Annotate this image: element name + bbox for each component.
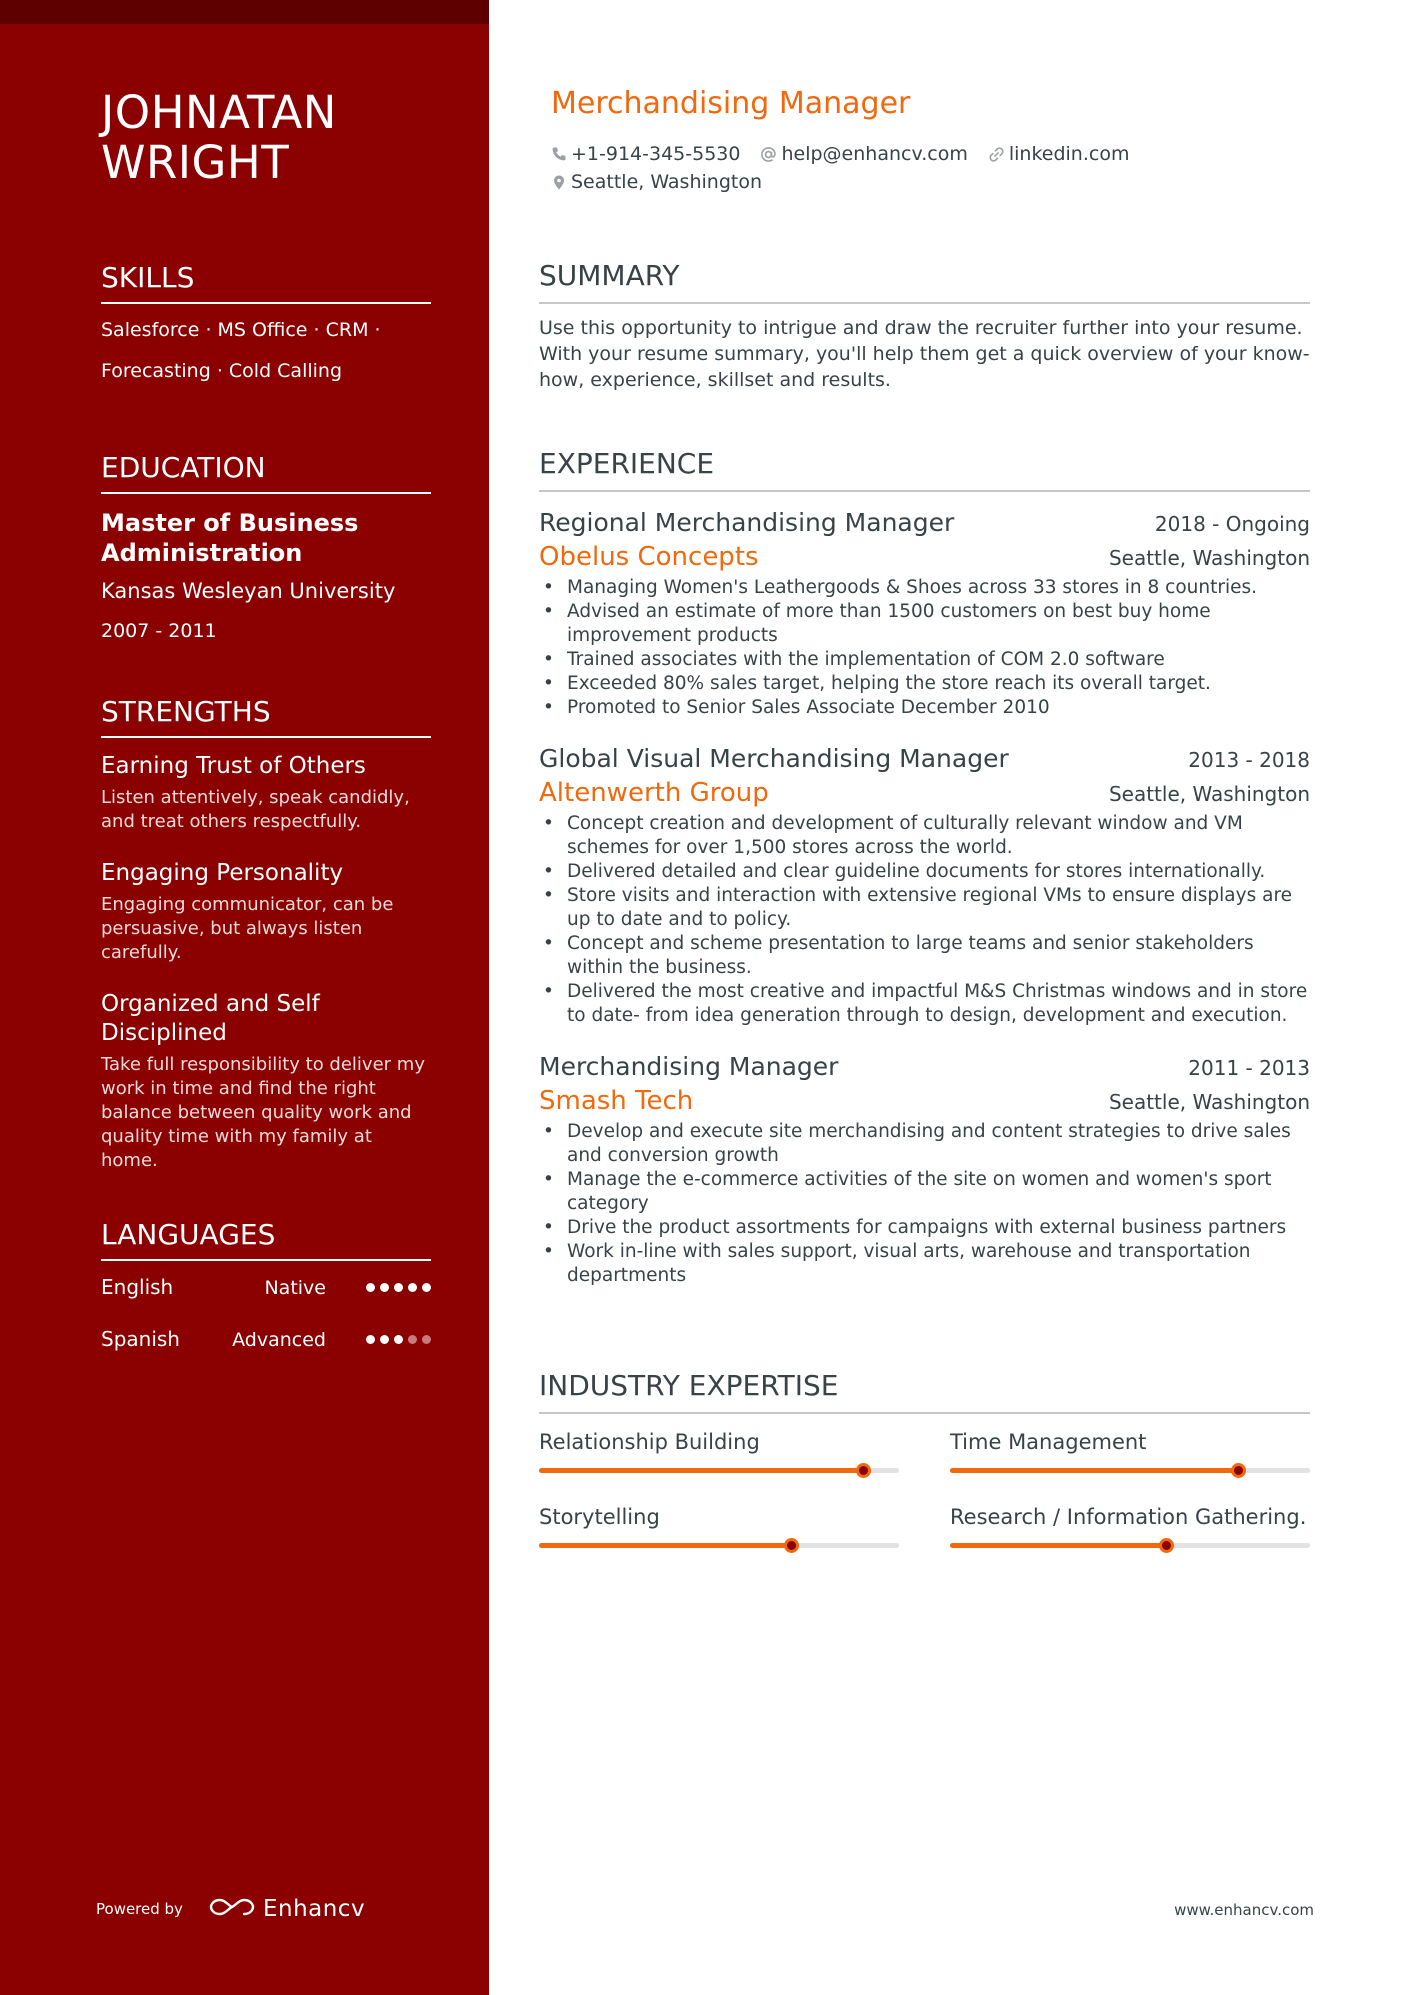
email-text: help@enhancv.com	[781, 143, 968, 165]
contact-location	[551, 168, 762, 196]
phone-text: +1-914-345-5530	[571, 143, 741, 165]
contact-linkedin[interactable]	[988, 140, 1130, 168]
experience-item	[539, 1050, 1310, 1288]
job-bullet: • Drive the product assortments for campaigns with external business partners	[539, 1216, 1310, 1240]
dot-filled	[380, 1283, 389, 1292]
language-proficiency-dots	[366, 1283, 431, 1292]
dot-filled	[422, 1283, 431, 1292]
job-bullet: • Trained associates with the implementation of COM 2.0 software	[539, 648, 1310, 672]
language-name: English	[101, 1275, 174, 1299]
job-location: Seattle, Washington	[1108, 782, 1310, 806]
job-bullets	[539, 812, 1310, 1028]
expertise-bar	[950, 1543, 1310, 1548]
skills-line-2: Forecasting · Cold Calling	[101, 360, 343, 382]
expertise-label: Time Management	[950, 1430, 1147, 1454]
summary-section	[539, 258, 1310, 393]
industry-expertise-section	[539, 1368, 1310, 1548]
language-name: Spanish	[101, 1327, 180, 1351]
candidate-name: JOHNATAN WRIGHT	[101, 86, 337, 189]
expertise-bar-fill	[950, 1543, 1166, 1548]
job-title: Merchandising Manager	[551, 86, 911, 121]
skills-heading: SKILLS	[101, 260, 431, 304]
job-company: Altenwerth Group	[539, 778, 769, 808]
powered-by-label: Powered by	[96, 1900, 183, 1918]
language-proficiency-dots	[366, 1335, 431, 1344]
expertise-bar-fill	[950, 1468, 1238, 1473]
job-dates: 2013 - 2018	[1188, 748, 1310, 772]
job-location: Seattle, Washington	[1108, 546, 1310, 570]
strengths-heading: STRENGTHS	[101, 694, 431, 738]
job-company: Smash Tech	[539, 1086, 694, 1116]
strength-description: Take full responsibility to deliver my work in time and find the right balance between quality work and quality time with my family at home.	[101, 1054, 425, 1171]
strength-title: Engaging Personality	[101, 860, 344, 886]
experience-item	[539, 742, 1310, 1028]
location-pin-icon	[551, 174, 567, 191]
at-icon	[760, 146, 777, 163]
contact-info	[551, 140, 1129, 196]
job-bullet: • Concept and scheme presentation to large teams and senior stakeholders within the business.	[539, 932, 1310, 980]
language-row	[101, 1313, 431, 1365]
expertise-bar-fill	[539, 1468, 863, 1473]
dot-filled	[380, 1335, 389, 1344]
expertise-bar-knob	[1159, 1538, 1174, 1553]
expertise-item	[950, 1426, 1310, 1473]
expertise-label: Storytelling	[539, 1505, 660, 1529]
job-role: Global Visual Merchandising Manager	[539, 744, 1009, 773]
education-school: Kansas Wesleyan University	[101, 579, 396, 603]
job-company: Obelus Concepts	[539, 542, 759, 572]
contact-phone[interactable]	[551, 140, 740, 168]
powered-by	[96, 1896, 365, 1922]
strength-title: Earning Trust of Others	[101, 753, 366, 779]
expertise-label: Research / Information Gathering.	[950, 1505, 1307, 1529]
footer-url[interactable]: www.enhancv.com	[1174, 1901, 1314, 1919]
expertise-bar	[539, 1543, 899, 1548]
summary-text: Use this opportunity to intrigue and draw the recruiter further into your resume. With your resume summary, you'll help them get a quick overview of your know-how, experience, skillset and results.	[539, 317, 1310, 391]
sidebar-top-band	[0, 0, 489, 24]
dot-filled	[366, 1335, 375, 1344]
location-text: Seattle, Washington	[571, 171, 762, 193]
linkedin-text: linkedin.com	[1008, 143, 1130, 165]
job-bullet: • Delivered detailed and clear guideline documents for stores internationally.	[539, 860, 1310, 884]
language-level: Advanced	[232, 1329, 326, 1351]
job-bullet: • Exceeded 80% sales target, helping the store reach its overall target.	[539, 672, 1310, 696]
main-content	[539, 0, 1310, 1995]
summary-heading: SUMMARY	[539, 258, 1310, 304]
strength-description: Listen attentively, speak candidly, and treat others respectfully.	[101, 787, 410, 832]
expertise-heading: INDUSTRY EXPERTISE	[539, 1368, 1310, 1414]
dot-filled	[394, 1335, 403, 1344]
job-bullet: • Promoted to Senior Sales Associate December 2010	[539, 696, 1310, 720]
dot-empty	[422, 1335, 431, 1344]
job-bullets	[539, 576, 1310, 720]
dot-filled	[394, 1283, 403, 1292]
experience-section	[539, 446, 1310, 1288]
job-bullet: • Manage the e-commerce activities of the site on women and women's sport category	[539, 1168, 1310, 1216]
job-dates: 2011 - 2013	[1188, 1056, 1310, 1080]
expertise-bar-knob	[784, 1538, 799, 1553]
strengths-section	[101, 694, 431, 1173]
education-heading: EDUCATION	[101, 450, 431, 494]
education-section	[101, 450, 431, 644]
phone-icon	[551, 146, 567, 162]
expertise-label: Relationship Building	[539, 1430, 760, 1454]
language-row	[101, 1261, 431, 1313]
job-dates: 2018 - Ongoing	[1154, 512, 1310, 536]
contact-email[interactable]	[760, 140, 967, 168]
expertise-item	[950, 1501, 1310, 1548]
enhancv-logo-text: Enhancv	[262, 1896, 366, 1922]
expertise-item	[539, 1426, 899, 1473]
education-dates: 2007 - 2011	[101, 620, 217, 642]
language-level: Native	[264, 1277, 326, 1299]
dot-empty	[408, 1335, 417, 1344]
expertise-bar-fill	[539, 1543, 791, 1548]
sidebar	[0, 0, 489, 1995]
link-icon	[988, 146, 1005, 163]
expertise-bar	[539, 1468, 899, 1473]
job-bullet: • Delivered the most creative and impactful M&S Christmas windows and in store to date- from idea generation through to design, development and execution.	[539, 980, 1310, 1028]
job-bullets	[539, 1120, 1310, 1288]
strength-description: Engaging communicator, can be persuasive, but always listen carefully.	[101, 894, 394, 963]
expertise-item	[539, 1501, 899, 1548]
enhancv-logo-icon	[209, 1896, 255, 1922]
languages-heading: LANGUAGES	[101, 1217, 431, 1261]
job-bullet: • Develop and execute site merchandising and content strategies to drive sales and conversion growth	[539, 1120, 1310, 1168]
strength-item	[101, 859, 431, 965]
dot-filled	[408, 1283, 417, 1292]
education-degree: Master of Business Administration	[101, 509, 359, 567]
skills-line-1: Salesforce · MS Office · CRM ·	[101, 319, 381, 341]
experience-heading: EXPERIENCE	[539, 446, 1310, 492]
expertise-bar-knob	[1231, 1463, 1246, 1478]
job-bullet: • Concept creation and development of culturally relevant window and VM schemes for over 1,500 stores across the world.	[539, 812, 1310, 860]
experience-item	[539, 506, 1310, 720]
job-bullet: • Work in-line with sales support, visual arts, warehouse and transportation departments	[539, 1240, 1310, 1288]
job-role: Merchandising Manager	[539, 1052, 839, 1081]
skills-section	[101, 260, 431, 392]
expertise-bar-knob	[856, 1463, 871, 1478]
strength-item	[101, 990, 431, 1173]
skills-list	[101, 310, 431, 392]
expertise-bar	[950, 1468, 1310, 1473]
dot-filled	[366, 1283, 375, 1292]
strength-item	[101, 752, 431, 834]
job-role: Regional Merchandising Manager	[539, 508, 955, 537]
job-location: Seattle, Washington	[1108, 1090, 1310, 1114]
job-bullet: • Managing Women's Leathergoods & Shoes across 33 stores in 8 countries.	[539, 576, 1310, 600]
job-bullet: • Store visits and interaction with extensive regional VMs to ensure displays are up to date and to policy.	[539, 884, 1310, 932]
job-bullet: • Advised an estimate of more than 1500 customers on best buy home improvement products	[539, 600, 1310, 648]
languages-section	[101, 1217, 431, 1365]
strength-title: Organized and Self Disciplined	[101, 991, 320, 1046]
